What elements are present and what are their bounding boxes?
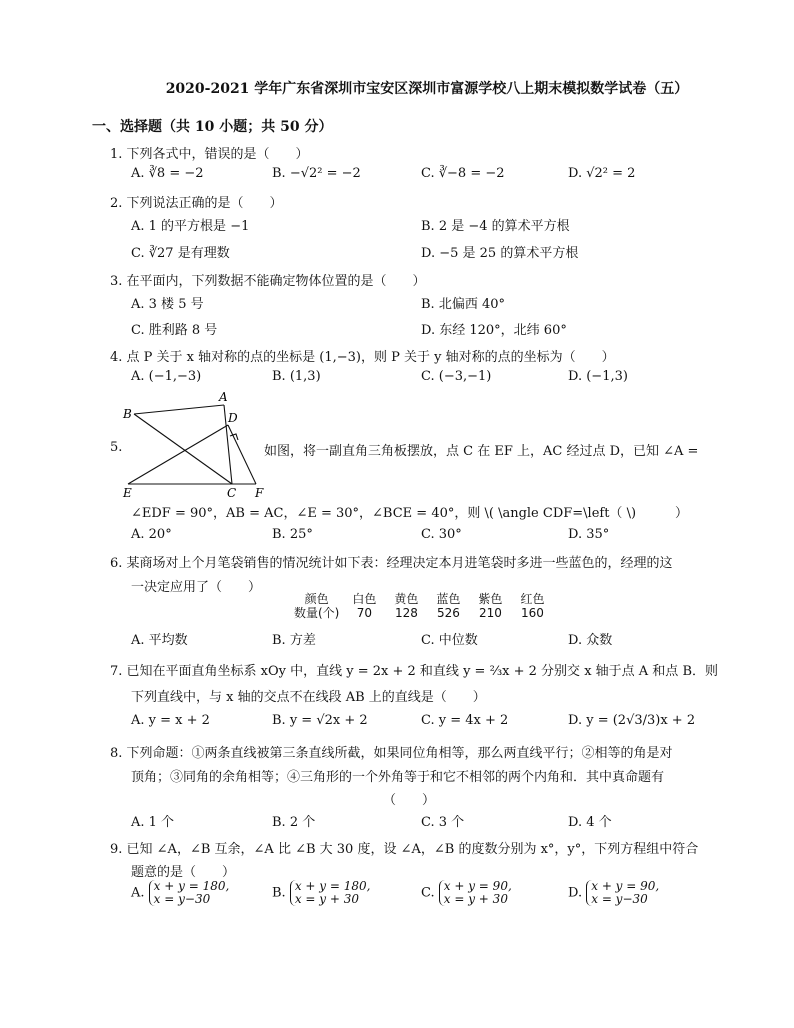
equation-line-1: x + y = 90, <box>591 879 660 893</box>
question-5-stem: 如图，将一副直角三角板摆放，点 C 在 EF 上，AC 经过点 D，已知 ∠A = <box>264 444 699 459</box>
q7-option-d[interactable]: D. y = (2√3/3)x + 2 <box>568 713 696 728</box>
question-5-number: 5. <box>110 440 123 455</box>
q2-option-c[interactable]: C. ∛27 是有理数 <box>131 246 230 261</box>
table-cell: 210 <box>478 606 502 620</box>
q5-option-d[interactable]: D. 35° <box>568 527 610 542</box>
q6-option-a[interactable]: A. 平均数 <box>131 633 188 648</box>
q4-option-d[interactable]: D. (−1,3) <box>568 369 628 384</box>
table-row-label: 数量(个) <box>294 606 340 620</box>
q1-option-c[interactable]: C. ∛−8 = −2 <box>421 166 505 181</box>
table-header: 红色 <box>520 592 545 606</box>
table-cell: 160 <box>520 606 544 620</box>
q3-option-b[interactable]: B. 北偏西 40° <box>421 297 505 312</box>
q6-option-c[interactable]: C. 中位数 <box>421 633 478 648</box>
question-7-stem: 7. 已知在平面直角坐标系 xOy 中，直线 y = 2x + 2 和直线 y = ⅔x + 2 分别交 x 轴于点 A 和点 B．则 <box>110 664 718 679</box>
q3-option-a[interactable]: A. 3 楼 5 号 <box>131 297 204 312</box>
q4-option-c[interactable]: C. (−3,−1) <box>421 369 492 384</box>
q5-option-b[interactable]: B. 25° <box>272 527 313 542</box>
question-1-stem: 1. 下列各式中，错误的是（ ） <box>110 147 309 162</box>
segment-BA <box>134 405 224 414</box>
q3-option-d[interactable]: D. 东经 120°，北纬 60° <box>421 323 567 338</box>
q4-option-b[interactable]: B. (1,3) <box>272 369 321 384</box>
q1-option-a[interactable]: A. ∛8 = −2 <box>131 166 204 181</box>
q2-option-d[interactable]: D. −5 是 25 的算术平方根 <box>421 246 579 261</box>
q9-option-c[interactable] <box>421 880 512 906</box>
section-heading: 一、选择题（共 10 小题；共 50 分） <box>92 119 333 135</box>
q4-option-a[interactable]: A. (−1,−3) <box>131 369 202 384</box>
exam-title: 2020-2021 学年广东省深圳市宝安区深圳市富源学校八上期末模拟数学试卷（五） <box>165 81 689 97</box>
q5-option-a[interactable]: A. 20° <box>131 527 172 542</box>
table-header: 蓝色 <box>436 592 461 606</box>
table-header-color: 颜色 <box>304 592 329 606</box>
label-D: D <box>228 411 238 425</box>
label-A: A <box>219 392 228 404</box>
q9-option-a-label: A. <box>131 885 145 901</box>
question-5-stem-cont: ∠EDF = 90°，AB = AC，∠E = 30°，∠BCE = 40°，则 \( \angle CDF=\left（ \) ） <box>131 506 689 521</box>
q6-option-d[interactable]: D. 众数 <box>568 633 613 648</box>
q7-option-a[interactable]: A. y = x + 2 <box>131 713 210 728</box>
label-C: C <box>227 486 237 500</box>
table-cell: 70 <box>356 606 373 620</box>
q9-option-d-label: D. <box>568 885 583 901</box>
q2-option-a[interactable]: A. 1 的平方根是 −1 <box>131 219 250 234</box>
sales-table <box>290 592 553 620</box>
q7-option-b[interactable]: B. y = √2x + 2 <box>272 713 368 728</box>
q6-option-b[interactable]: B. 方差 <box>272 633 316 648</box>
table-header: 黄色 <box>394 592 419 606</box>
label-F: F <box>255 486 264 500</box>
label-E: E <box>123 486 132 500</box>
equation-line-2: x = y + 30 <box>294 892 360 906</box>
question-9-stem: 9. 已知 ∠A，∠B 互余，∠A 比 ∠B 大 30 度，设 ∠A，∠B 的度数分别为 x°，y°，下列方程组中符合 <box>110 842 699 857</box>
equation-system <box>149 880 230 906</box>
equation-system <box>439 880 512 906</box>
label-B: B <box>123 407 132 421</box>
question-6-stem: 6. 某商场对上个月笔袋销售的情况统计如下表：经理决定本月进笔袋时多进一些蓝色的，经理的这 <box>110 556 673 571</box>
table-cell: 128 <box>394 606 418 620</box>
q8-option-a[interactable]: A. 1 个 <box>131 815 175 830</box>
table-cell: 526 <box>436 606 460 620</box>
q5-option-c[interactable]: C. 30° <box>421 527 462 542</box>
equation-system <box>290 880 371 906</box>
question-7-stem-cont: 下列直线中，与 x 轴的交点不在线段 AB 上的直线是（ ） <box>131 690 486 705</box>
q9-option-d[interactable] <box>568 880 659 906</box>
table-header: 白色 <box>352 592 377 606</box>
q1-option-d[interactable]: D. √2² = 2 <box>568 166 636 181</box>
segment-DF <box>228 425 256 484</box>
equation-line-1: x + y = 180, <box>153 879 230 893</box>
q3-option-c[interactable]: C. 胜利路 8 号 <box>131 323 218 338</box>
question-8-paren: （ ） <box>383 793 436 808</box>
question-8-stem-cont: 顶角；③同角的余角相等；④三角形的一个外角等于和它不相邻的两个内角和．其中真命题有 <box>131 770 665 785</box>
question-4-stem: 4. 点 P 关于 x 轴对称的点的坐标是 (1,−3)，则 P 关于 y 轴对称的点的坐标为（ ） <box>110 350 615 365</box>
equation-line-2: x = y−30 <box>591 892 648 906</box>
q9-option-a[interactable] <box>131 880 229 906</box>
equation-line-2: x = y−30 <box>153 892 211 906</box>
equation-line-1: x + y = 180, <box>294 879 371 893</box>
q7-option-c[interactable]: C. y = 4x + 2 <box>421 713 509 728</box>
q9-option-b-label: B. <box>272 885 286 901</box>
table-header: 紫色 <box>478 592 503 606</box>
question-3-stem: 3. 在平面内，下列数据不能确定物体位置的是（ ） <box>110 274 426 289</box>
segment-ED <box>128 425 228 484</box>
q9-option-b[interactable] <box>272 880 370 906</box>
q2-option-b[interactable]: B. 2 是 −4 的算术平方根 <box>421 219 570 234</box>
equation-line-2: x = y + 30 <box>443 892 508 906</box>
question-6-stem-cont: 一决定应用了（ ） <box>131 580 262 595</box>
question-9-stem-cont: 题意的是（ ） <box>131 865 236 880</box>
equation-system <box>586 880 659 906</box>
q8-option-c[interactable]: C. 3 个 <box>421 815 465 830</box>
q9-option-c-label: C. <box>421 885 435 901</box>
triangle-figure <box>118 392 268 500</box>
question-2-stem: 2. 下列说法正确的是（ ） <box>110 196 283 211</box>
q8-option-d[interactable]: D. 4 个 <box>568 815 612 830</box>
equation-line-1: x + y = 90, <box>443 879 512 893</box>
q8-option-b[interactable]: B. 2 个 <box>272 815 316 830</box>
question-8-stem: 8. 下列命题：①两条直线被第三条直线所截，如果同位角相等，那么两直线平行；②相等的角是对 <box>110 746 673 761</box>
q1-option-b[interactable]: B. −√2² = −2 <box>272 166 361 181</box>
segment-BC <box>134 414 232 484</box>
